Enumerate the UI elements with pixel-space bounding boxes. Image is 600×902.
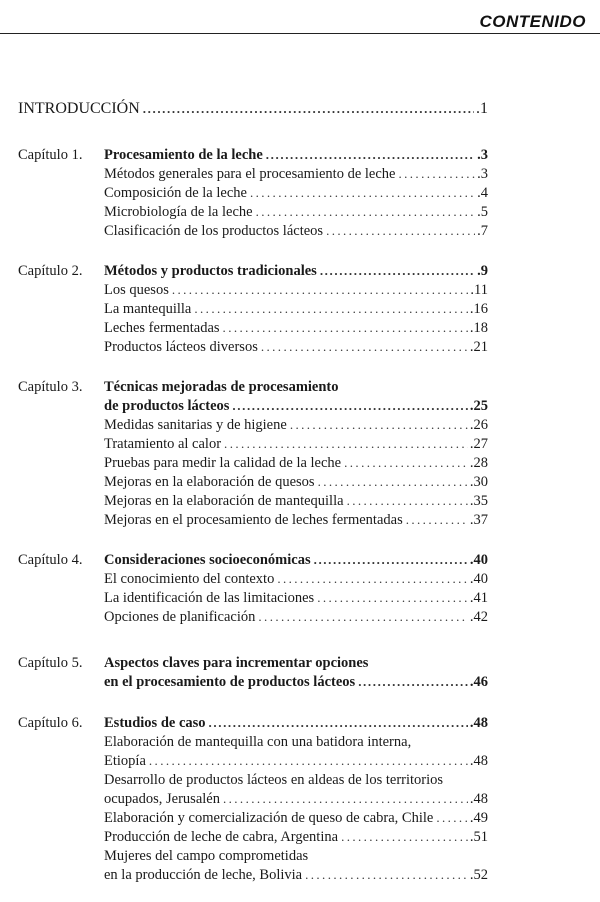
dot-leader bbox=[250, 184, 475, 202]
dot-leader bbox=[172, 281, 469, 299]
dot-leader bbox=[318, 473, 468, 491]
toc-chapter[interactable] bbox=[104, 714, 488, 732]
item-title: Medidas sanitarias y de higiene bbox=[104, 417, 287, 433]
item-page: .7 bbox=[477, 223, 488, 239]
item-page: .30 bbox=[469, 474, 488, 490]
item-title: Métodos generales para el procesamiento de leche bbox=[104, 166, 396, 182]
chapter-title: Procesamiento de la leche bbox=[104, 147, 263, 163]
dot-leader bbox=[344, 454, 468, 472]
chapter-title-line1: Aspectos claves para incrementar opciones bbox=[104, 655, 369, 671]
dot-leader bbox=[406, 511, 468, 529]
item-page: .35 bbox=[469, 493, 488, 509]
item-title: Tratamiento al calor bbox=[104, 436, 222, 452]
dot-leader bbox=[277, 570, 468, 588]
chapter-page: .40 bbox=[469, 552, 488, 568]
toc-item[interactable] bbox=[104, 435, 488, 453]
item-title: Composición de la leche bbox=[104, 185, 247, 201]
toc-item[interactable] bbox=[104, 416, 488, 434]
dot-leader bbox=[232, 397, 467, 415]
item-title-line1: Desarrollo de productos lácteos en aldeas de los territorios bbox=[104, 772, 444, 788]
toc-item[interactable] bbox=[104, 809, 488, 827]
item-title: Mejoras en la elaboración de mantequilla bbox=[104, 493, 344, 509]
item-page: .26 bbox=[469, 417, 488, 433]
item-page: .11 bbox=[470, 282, 488, 298]
dot-leader bbox=[194, 300, 468, 318]
item-title: Elaboración y comercialización de queso de cabra, Chile bbox=[104, 810, 434, 826]
toc-item[interactable] bbox=[104, 752, 488, 770]
item-page: .49 bbox=[469, 810, 488, 826]
toc-item[interactable] bbox=[104, 589, 488, 607]
chapter-label: Capítulo 4. bbox=[18, 552, 83, 568]
toc-chapter[interactable] bbox=[104, 673, 488, 691]
dot-leader bbox=[436, 809, 468, 827]
item-page: .5 bbox=[477, 204, 488, 220]
toc-item[interactable] bbox=[104, 184, 488, 202]
chapter-title: Consideraciones socioeconómicas bbox=[104, 552, 311, 568]
item-page: .48 bbox=[469, 753, 488, 769]
dot-leader bbox=[358, 673, 468, 691]
chapter-title: Métodos y productos tradicionales bbox=[104, 263, 317, 279]
toc-item[interactable] bbox=[104, 473, 488, 491]
dot-leader bbox=[398, 165, 475, 183]
chapter-title: de productos lácteos bbox=[104, 398, 230, 414]
item-title: Clasificación de los productos lácteos bbox=[104, 223, 324, 239]
toc-chapter[interactable] bbox=[104, 146, 488, 164]
item-page: .28 bbox=[469, 455, 488, 471]
item-title: Productos lácteos diversos bbox=[104, 339, 258, 355]
toc-item[interactable] bbox=[104, 866, 488, 884]
dot-leader bbox=[209, 714, 468, 732]
item-title: Leches fermentadas bbox=[104, 320, 220, 336]
dot-leader bbox=[223, 790, 468, 808]
chapter-page: .48 bbox=[469, 715, 488, 731]
item-title: en la producción de leche, Bolivia bbox=[104, 867, 303, 883]
item-page: .40 bbox=[469, 571, 488, 587]
toc-item[interactable] bbox=[104, 222, 488, 240]
toc-item[interactable] bbox=[104, 203, 488, 221]
toc-item[interactable] bbox=[104, 300, 488, 318]
item-title-line1: Elaboración de mantequilla con una batidora interna, bbox=[104, 734, 412, 750]
toc-intro-page: .1 bbox=[476, 100, 488, 117]
item-page: .42 bbox=[469, 609, 488, 625]
page-header-title: CONTENIDO bbox=[479, 12, 586, 31]
item-page: .52 bbox=[469, 867, 488, 883]
dot-leader bbox=[326, 222, 475, 240]
chapter-page: .3 bbox=[477, 147, 488, 163]
item-page: .51 bbox=[469, 829, 488, 845]
dot-leader bbox=[320, 262, 475, 280]
item-title: La mantequilla bbox=[104, 301, 192, 317]
item-title: Microbiología de la leche bbox=[104, 204, 253, 220]
dot-leader bbox=[266, 146, 475, 164]
item-title: Pruebas para medir la calidad de la leche bbox=[104, 455, 342, 471]
item-page: .41 bbox=[469, 590, 488, 606]
chapter-label: Capítulo 1. bbox=[18, 147, 83, 163]
dot-leader bbox=[305, 866, 468, 884]
toc-item[interactable] bbox=[104, 790, 488, 808]
dot-leader bbox=[261, 338, 468, 356]
item-title-line1: Mujeres del campo comprometidas bbox=[104, 848, 309, 864]
toc-item[interactable] bbox=[104, 492, 488, 510]
dot-leader bbox=[224, 435, 468, 453]
toc-item[interactable] bbox=[104, 608, 488, 626]
toc-item[interactable] bbox=[104, 570, 488, 588]
item-title: La identificación de las limitaciones bbox=[104, 590, 315, 606]
dot-leader bbox=[341, 828, 468, 846]
item-title: ocupados, Jerusalén bbox=[104, 791, 220, 807]
toc-item[interactable] bbox=[104, 511, 488, 529]
item-title: Los quesos bbox=[104, 282, 169, 298]
chapter-title-line1: Técnicas mejoradas de procesamiento bbox=[104, 379, 339, 395]
chapter-title: Estudios de caso bbox=[104, 715, 206, 731]
toc-chapter[interactable] bbox=[104, 397, 488, 415]
toc-intro-title: INTRODUCCIÓN bbox=[18, 100, 140, 117]
item-title: Mejoras en el procesamiento de leches fermentadas bbox=[104, 512, 403, 528]
toc-chapter[interactable] bbox=[104, 262, 488, 280]
chapter-label: Capítulo 2. bbox=[18, 263, 83, 279]
toc-item[interactable] bbox=[104, 454, 488, 472]
item-page: .18 bbox=[469, 320, 488, 336]
header-rule bbox=[0, 33, 600, 34]
chapter-label: Capítulo 3. bbox=[18, 379, 83, 395]
dot-leader bbox=[314, 551, 468, 569]
dot-leader bbox=[347, 492, 468, 510]
item-page: .37 bbox=[469, 512, 488, 528]
dot-leader bbox=[143, 100, 474, 118]
dot-leader bbox=[290, 416, 468, 434]
item-page: .27 bbox=[469, 436, 488, 452]
item-title: Etiopía bbox=[104, 753, 146, 769]
chapter-page: .9 bbox=[477, 263, 488, 279]
item-page: .4 bbox=[477, 185, 488, 201]
item-page: .48 bbox=[469, 791, 488, 807]
item-title: El conocimiento del contexto bbox=[104, 571, 275, 587]
chapter-page: .46 bbox=[469, 674, 488, 690]
toc-item[interactable] bbox=[104, 165, 488, 183]
toc-item[interactable] bbox=[104, 319, 488, 337]
chapter-title: en el procesamiento de productos lácteos bbox=[104, 674, 356, 690]
dot-leader bbox=[258, 608, 467, 626]
item-page: .3 bbox=[477, 166, 488, 182]
dot-leader bbox=[149, 752, 468, 770]
toc-intro[interactable] bbox=[18, 100, 488, 118]
item-page: .16 bbox=[469, 301, 488, 317]
toc-item[interactable] bbox=[104, 281, 488, 299]
item-page: .21 bbox=[469, 339, 488, 355]
toc-item[interactable] bbox=[104, 338, 488, 356]
item-title: Opciones de planificación bbox=[104, 609, 256, 625]
item-title: Mejoras en la elaboración de quesos bbox=[104, 474, 315, 490]
toc-item[interactable] bbox=[104, 828, 488, 846]
dot-leader bbox=[317, 589, 468, 607]
dot-leader bbox=[256, 203, 476, 221]
chapter-page: .25 bbox=[469, 398, 488, 414]
chapter-label: Capítulo 5. bbox=[18, 655, 83, 671]
dot-leader bbox=[223, 319, 468, 337]
toc-chapter[interactable] bbox=[104, 551, 488, 569]
chapter-label: Capítulo 6. bbox=[18, 715, 83, 731]
item-title: Producción de leche de cabra, Argentina bbox=[104, 829, 339, 845]
